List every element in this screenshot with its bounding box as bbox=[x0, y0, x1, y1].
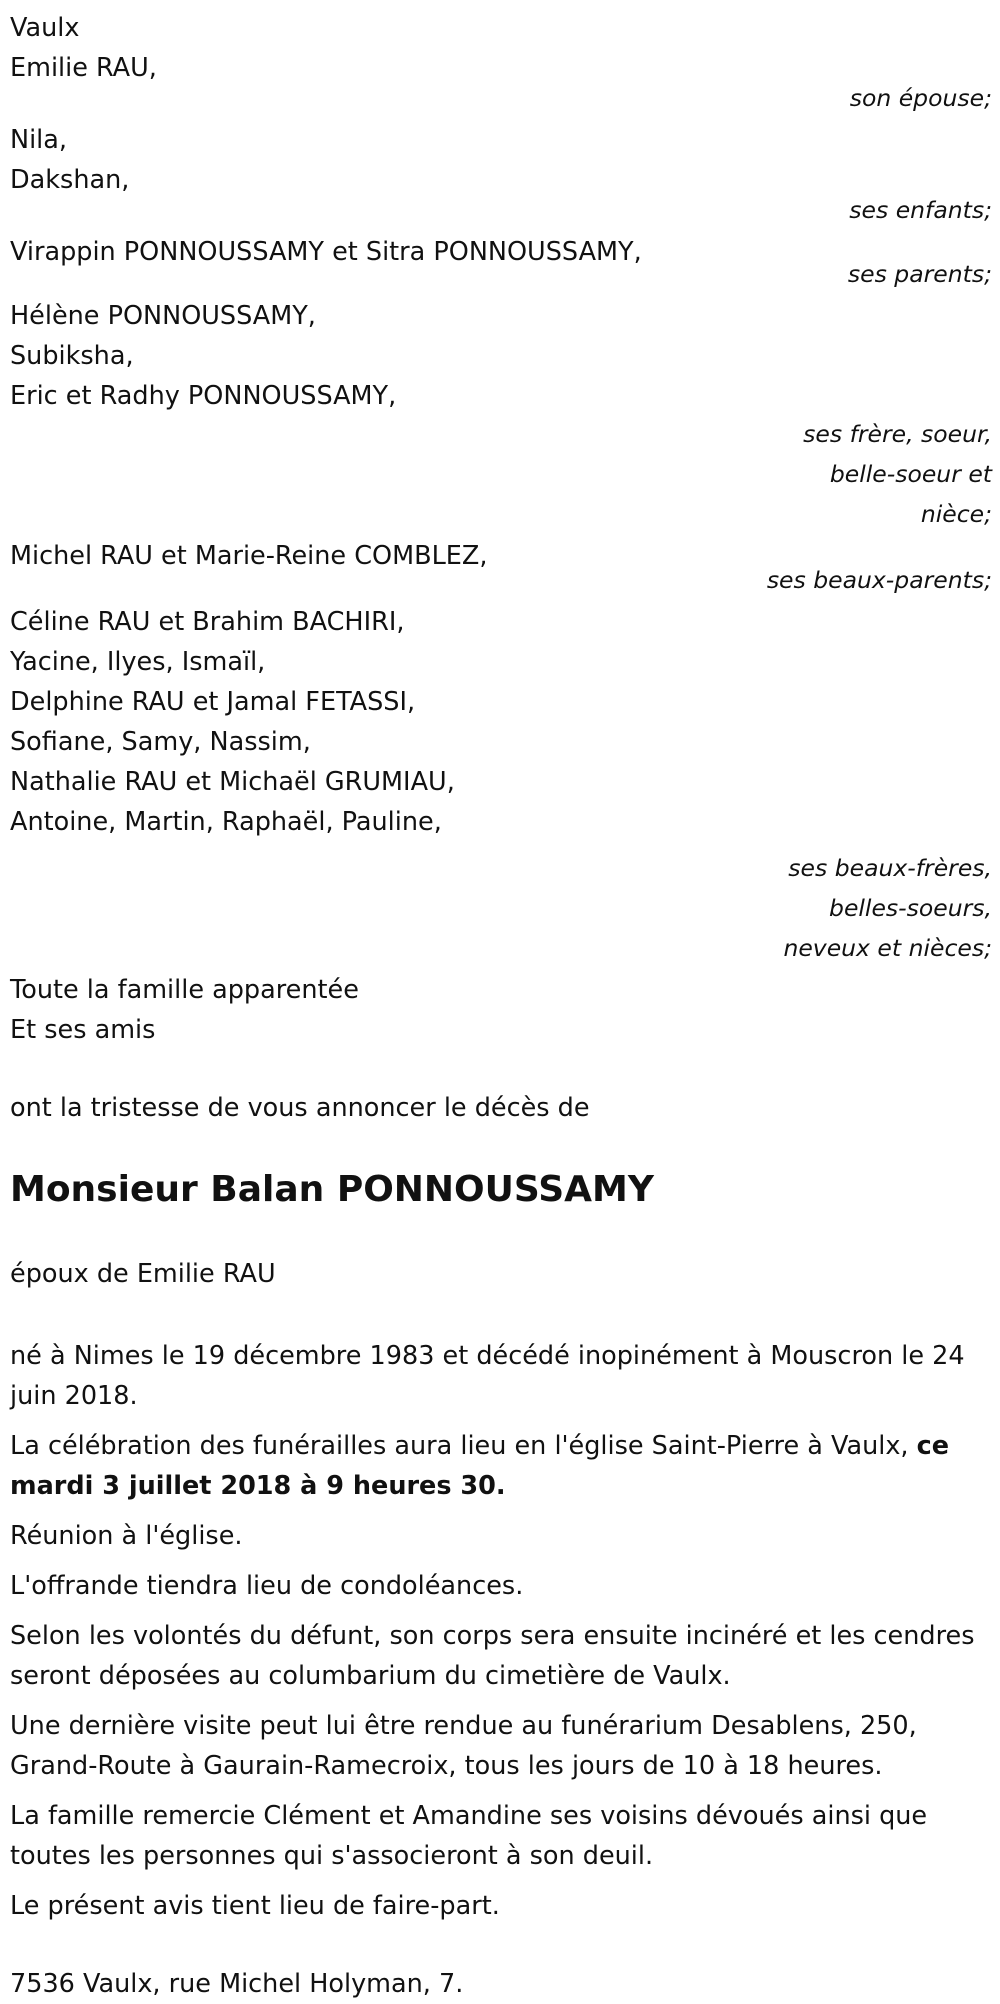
announcement-text: ont la tristesse de vous annoncer le décès de bbox=[10, 1093, 590, 1123]
family-role-line: ses frère, soeur, bbox=[803, 420, 992, 448]
family-name-line: Céline RAU et Brahim BACHIRI, bbox=[10, 607, 405, 637]
family-name-line: Virappin PONNOUSSAMY et Sitra PONNOUSSAMY, bbox=[10, 237, 642, 267]
family-role-line: son épouse; bbox=[849, 84, 992, 112]
family-name-line: Subiksha, bbox=[10, 341, 134, 371]
family-group-in-laws bbox=[10, 602, 992, 968]
header-place: Vaulx bbox=[10, 13, 80, 43]
ceremony-paragraph bbox=[10, 1426, 992, 1506]
family-name-line: Delphine RAU et Jamal FETASSI, bbox=[10, 687, 416, 717]
family-group-spouse bbox=[10, 48, 992, 118]
family-name-line: Michel RAU et Marie-Reine COMBLEZ, bbox=[10, 541, 488, 571]
family-group-siblings bbox=[10, 296, 992, 534]
closing-family-line: Et ses amis bbox=[10, 1015, 156, 1045]
ceremony-text: La célébration des funérailles aura lieu en l'église Saint-Pierre à Vaulx, bbox=[10, 1431, 917, 1461]
closing-family-line: Toute la famille apparentée bbox=[10, 975, 359, 1005]
thanks-paragraph: La famille remercie Clément et Amandine ses voisins dévoués ainsi que toutes les personnes qui s'associeront à son deuil. bbox=[10, 1801, 928, 1871]
family-name-line: Antoine, Martin, Raphaël, Pauline, bbox=[10, 807, 442, 837]
visit-paragraph: Une dernière visite peut lui être rendue au funérarium Desablens, 250, Grand-Route à Gaurain-Ramecroix, tous les jours de 10 à 18 heures. bbox=[10, 1711, 917, 1781]
spouse-line: époux de Emilie RAU bbox=[10, 1259, 276, 1289]
cremation-paragraph: Selon les volontés du défunt, son corps sera ensuite incinéré et les cendres seront déposées au columbarium du cimetière de Vaulx. bbox=[10, 1621, 975, 1691]
family-role-line: ses parents; bbox=[847, 260, 992, 288]
family-role-line: nièce; bbox=[920, 500, 992, 528]
deceased-name: Monsieur Balan PONNOUSSAMY bbox=[10, 1169, 654, 1210]
offering-paragraph: L'offrande tiendra lieu de condoléances. bbox=[10, 1571, 524, 1601]
family-role-line: ses beaux-frères, bbox=[788, 854, 992, 882]
family-name-line: Hélène PONNOUSSAMY, bbox=[10, 301, 316, 331]
family-role-line: neveux et nièces; bbox=[783, 934, 992, 962]
family-role-line: ses enfants; bbox=[849, 196, 992, 224]
family-group-children bbox=[10, 120, 992, 230]
family-group-parents bbox=[10, 232, 992, 294]
birth-death-paragraph: né à Nimes le 19 décembre 1983 et décédé inopinément à Mouscron le 24 juin 2018. bbox=[10, 1341, 965, 1411]
family-name-line: Yacine, Ilyes, Ismaïl, bbox=[10, 647, 266, 677]
family-group-parents-in-law bbox=[10, 536, 992, 600]
family-role-line: belles-soeurs, bbox=[829, 894, 992, 922]
ceremony-date: ce mardi 3 juillet 2018 à 9 heures 30. bbox=[10, 1431, 950, 1501]
address-line: 7536 Vaulx, rue Michel Holyman, 7. bbox=[10, 1969, 464, 1999]
meeting-paragraph: Réunion à l'église. bbox=[10, 1521, 243, 1551]
family-name-line: Dakshan, bbox=[10, 165, 130, 195]
obituary-document bbox=[10, 8, 992, 2004]
family-name-line: Eric et Radhy PONNOUSSAMY, bbox=[10, 381, 397, 411]
family-name-line: Nathalie RAU et Michaël GRUMIAU, bbox=[10, 767, 455, 797]
family-name-line: Emilie RAU, bbox=[10, 53, 157, 83]
closing-family bbox=[10, 970, 992, 1050]
notice-paragraph: Le présent avis tient lieu de faire-part. bbox=[10, 1891, 500, 1921]
family-name-line: Sofiane, Samy, Nassim, bbox=[10, 727, 311, 757]
family-role-line: belle-soeur et bbox=[829, 460, 992, 488]
family-name-line: Nila, bbox=[10, 125, 67, 155]
family-role-line: ses beaux-parents; bbox=[766, 566, 992, 594]
